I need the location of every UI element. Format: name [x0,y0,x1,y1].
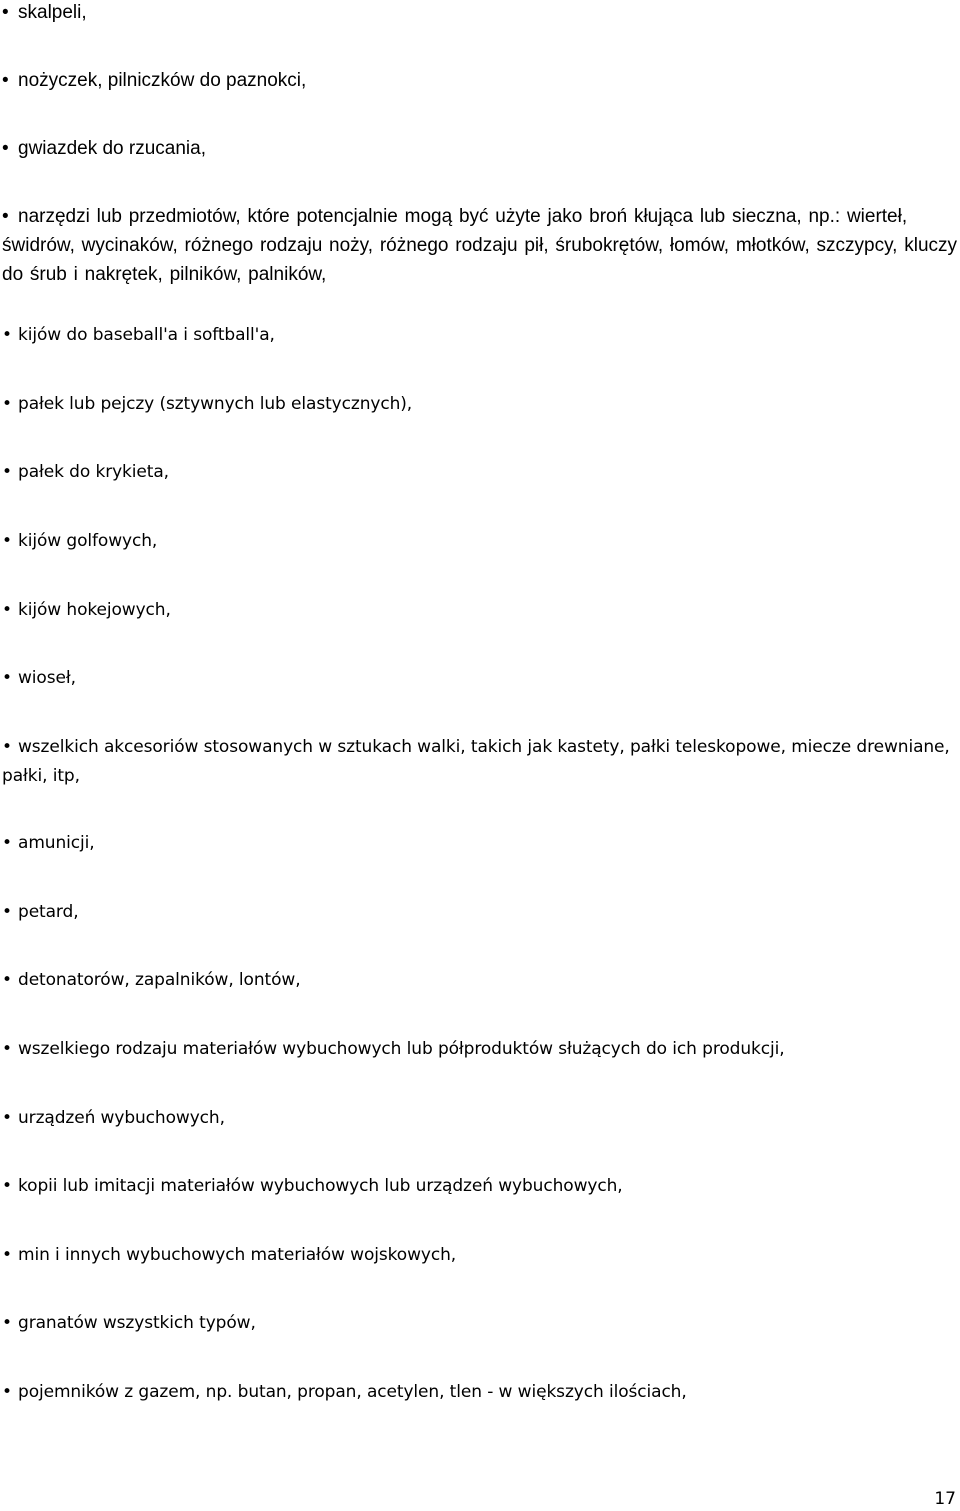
list-item: • kijów hokejowych, [2,596,958,625]
bullet-icon: • [2,1039,12,1059]
bullet-icon: • [2,600,12,620]
list-item: • wszelkiego rodzaju materiałów wybuchowych lub półproduktów służących do ich produkcji, [2,1035,958,1064]
bullet-icon: • [2,1313,12,1333]
bullet-icon: • [2,902,12,922]
list-item: • kijów do baseball'a i softball'a, [2,321,958,350]
bullet-icon: • [2,462,12,482]
list-item: • kopii lub imitacji materiałów wybuchowych lub urządzeń wybuchowych, [2,1172,958,1201]
list-item: • wszelkich akcesoriów stosowanych w sztukach walki, takich jak kastety, pałki teleskopowe, miecze drewniane, pałki, itp, [2,733,958,791]
list-item: • kijów golfowych, [2,527,958,556]
bullet-icon: • [2,1245,12,1265]
list-item: • detonatorów, zapalników, lontów, [2,966,958,995]
bullet-icon: • [2,970,12,990]
list-item: • narzędzi lub przedmiotów, które potencjalnie mogą być użyte jako broń kłująca lub sieczna, np.: wierteł, świdrów, wycinaków, różnego rodzaju noży, różnego rodzaju pił, śrubokrętów, łomów, młotków, szczypcy, kluczy do śrub i nakrętek, pilników, palników, [2,202,958,289]
list-item: • nożyczek, pilniczków do paznokci, [2,66,958,95]
list-item: • urządzeń wybuchowych, [2,1104,958,1133]
list-item: • min i innych wybuchowych materiałów wojskowych, [2,1241,958,1270]
bullet-icon: • [2,206,9,227]
bullet-icon: • [2,138,9,159]
bullet-icon: • [2,737,12,757]
list-item: • granatów wszystkich typów, [2,1309,958,1338]
list-item: • amunicji, [2,829,958,858]
bullet-icon: • [2,1176,12,1196]
bullet-icon: • [2,1382,12,1402]
page-number: 17 [934,1489,956,1509]
list-item: • petard, [2,898,958,927]
bullet-icon: • [2,325,12,345]
list-item: • gwiazdek do rzucania, [2,134,958,163]
bullet-icon: • [2,70,9,91]
bullet-icon: • [2,1108,12,1128]
bullet-icon: • [2,2,9,23]
bullet-icon: • [2,531,12,551]
bullet-icon: • [2,668,12,688]
list-item: • pałek lub pejczy (sztywnych lub elastycznych), [2,390,958,419]
list-item: • skalpeli, [2,0,958,27]
bullet-icon: • [2,394,12,414]
bullet-icon: • [2,833,12,853]
list-item: • pałek do krykieta, [2,458,958,487]
list-item: • wioseł, [2,664,958,693]
list-item: • pojemników z gazem, np. butan, propan, acetylen, tlen - w większych ilościach, [2,1378,958,1407]
